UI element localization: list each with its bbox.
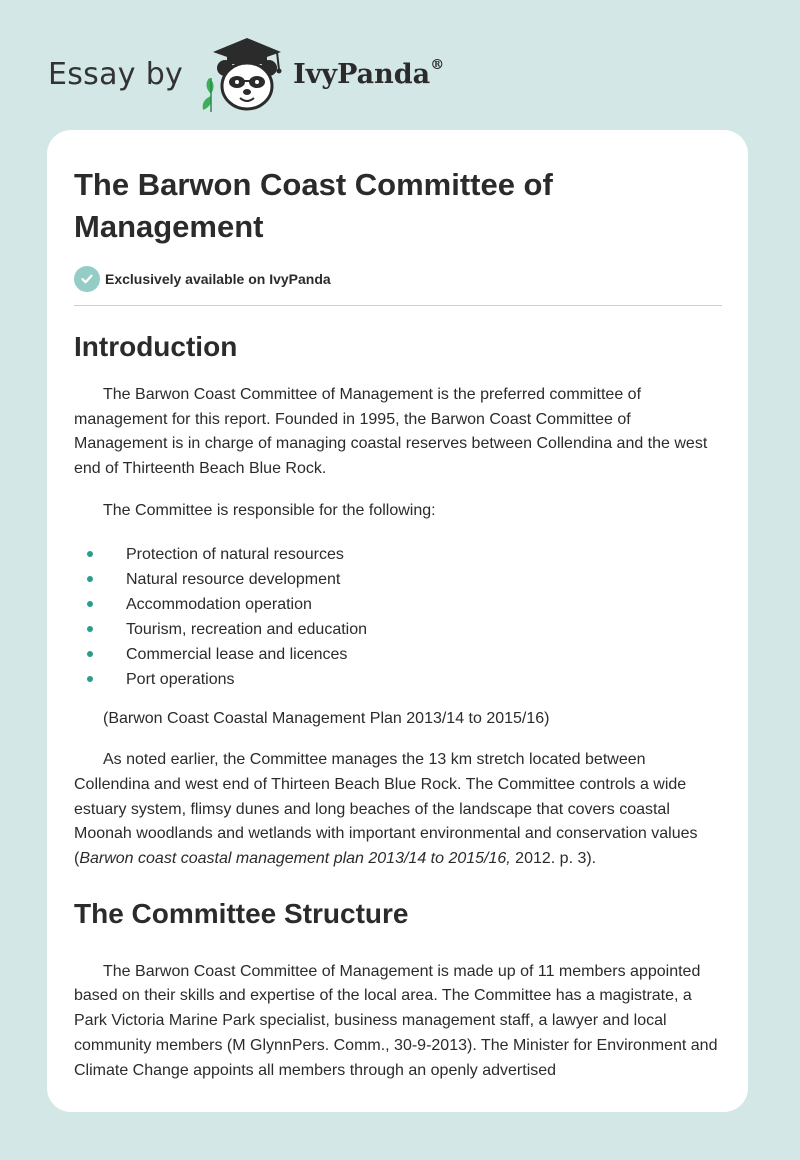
bullet-icon bbox=[87, 551, 93, 557]
list-item: Commercial lease and licences bbox=[74, 642, 722, 667]
bullet-icon bbox=[87, 676, 93, 682]
bullet-icon bbox=[87, 601, 93, 607]
citation-paragraph: (Barwon Coast Coastal Management Plan 2013/14 to 2015/16) bbox=[103, 709, 550, 727]
essay-card bbox=[47, 130, 748, 1112]
title-divider bbox=[74, 305, 722, 306]
essay-by-label: Essay by bbox=[48, 56, 184, 92]
brand-name[interactable]: IvyPanda® bbox=[293, 56, 445, 90]
checkmark-icon bbox=[74, 266, 100, 292]
paragraph-intro-4: As noted earlier, the Committee manages the 13 km stretch located between Collendina and west end of Thirteen Beach Blue Rock. The Committee controls a wide estuary system, flimsy dunes and long beaches of the landscape that covers coastal Moonah woodlands and wetlands with important environmental and conservation values (Barwon coast coastal management plan 2013/14 to 2015/16, 2012. p. 3). bbox=[74, 751, 698, 868]
list-item: Protection of natural resources bbox=[74, 542, 722, 567]
paragraph-intro-1: The Barwon Coast Committee of Management is the preferred committee of management for this report. Founded in 1995, the Barwon Coast Committee of Management is in charge of managing coastal reserves between Collendina and the west end of Thirteenth Beach Blue Rock. bbox=[74, 386, 708, 478]
paragraph-structure-1: The Barwon Coast Committee of Management is made up of 11 members appointed based on their skills and expertise of the local area. The Committee has a magistrate, a Park Victoria Marine Park specialist, business management staff, a lawyer and local community members (M GlynnPers. Comm., 30-9-2013). The Minister for Environment and Climate Change appoints all members through an openly advertised bbox=[74, 962, 718, 1079]
italic-citation: Barwon coast coastal management plan 2013/14 to 2015/16, bbox=[79, 850, 511, 868]
exclusive-badge bbox=[74, 266, 722, 292]
section-heading-introduction: Introduction bbox=[74, 331, 238, 362]
bullet-icon bbox=[87, 651, 93, 657]
paragraph-intro-2: The Committee is responsible for the following: bbox=[103, 501, 436, 519]
panda-logo-icon[interactable] bbox=[197, 34, 289, 114]
list-item: Port operations bbox=[74, 667, 722, 692]
list-item: Natural resource development bbox=[74, 567, 722, 592]
responsibilities-list bbox=[74, 542, 722, 692]
bullet-icon bbox=[87, 626, 93, 632]
essay-title: The Barwon Coast Committee of Management bbox=[74, 167, 553, 244]
bullet-icon bbox=[87, 576, 93, 582]
site-header bbox=[48, 34, 444, 114]
list-item: Accommodation operation bbox=[74, 592, 722, 617]
exclusive-label: Exclusively available on IvyPanda bbox=[105, 271, 331, 287]
section-heading-structure: The Committee Structure bbox=[74, 897, 409, 929]
list-item: Tourism, recreation and education bbox=[74, 617, 722, 642]
